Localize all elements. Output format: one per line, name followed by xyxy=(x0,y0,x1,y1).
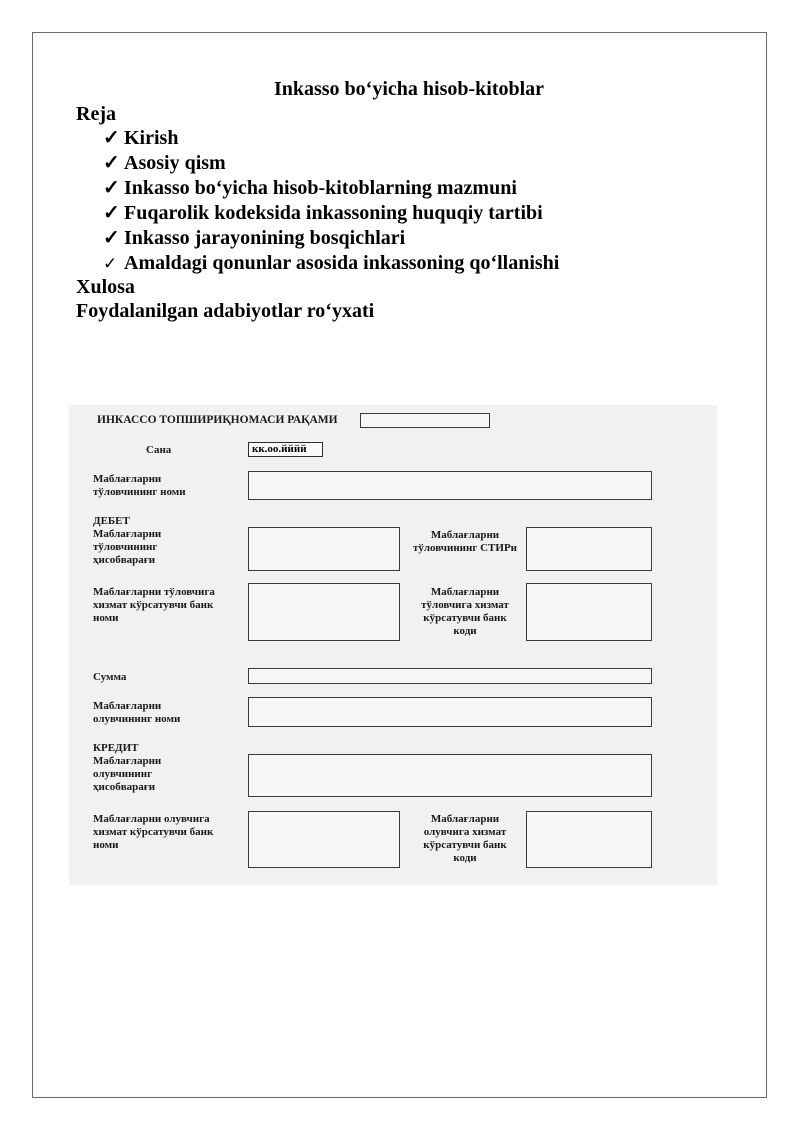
payer-inn-field xyxy=(526,527,652,571)
checkmark-icon: ✓ xyxy=(103,127,120,149)
plan-item-label: Fuqarolik kodeksida inkassoning huquqiy tartibi xyxy=(124,202,543,224)
credit-label: КРЕДИТ Маблағларни олувчининг ҳисобварағи xyxy=(93,742,162,793)
plan-item-label: Inkasso bo‘yicha hisob-kitoblarning mazmuni xyxy=(124,177,517,199)
payer-bank-code-label: Маблағларни тўловчига хизмат кўрсатувчи банк коди xyxy=(421,586,509,637)
plan-item-label: Kirish xyxy=(124,127,179,149)
amount-field xyxy=(248,668,652,684)
plan-item xyxy=(103,201,559,226)
collection-order-form-image xyxy=(69,405,717,885)
order-number-field xyxy=(360,413,490,428)
date-field: кк.оо.йййй xyxy=(248,442,323,457)
payer-inn-label: Маблағларни тўловчининг СТИРи xyxy=(412,529,518,554)
receiver-bank-code-label: Маблағларни олувчига хизмат кўрсатувчи банк коди xyxy=(423,813,507,864)
plan-list xyxy=(103,126,559,276)
plan-item xyxy=(103,151,559,176)
plan-item-label: Asosiy qism xyxy=(124,152,226,174)
plan-item xyxy=(103,126,559,151)
plan-item xyxy=(103,226,559,251)
payer-bank-name-label: Маблағларни тўловчига хизмат кўрсатувчи банк номи xyxy=(93,586,215,624)
receiver-bank-name-field xyxy=(248,811,400,868)
checkmark-icon: ✓ xyxy=(103,202,120,224)
conclusion-heading: Xulosa xyxy=(76,276,135,298)
plan-item-label: Inkasso jarayonining bosqichlari xyxy=(124,227,406,249)
receiver-bank-name-label: Маблағларни олувчига хизмат кўрсатувчи банк номи xyxy=(93,813,214,851)
receiver-account-field xyxy=(248,754,652,797)
references-heading: Foydalanilgan adabiyotlar ro‘yxati xyxy=(76,300,375,322)
plan-item xyxy=(103,176,559,201)
payer-account-field xyxy=(248,527,400,571)
plan-heading: Reja xyxy=(76,103,116,125)
payer-name-label: Маблағларни тўловчининг номи xyxy=(93,473,186,498)
checkmark-icon: ✓ xyxy=(103,227,120,249)
payer-bank-name-field xyxy=(248,583,400,641)
receiver-name-field xyxy=(248,697,652,727)
checkmark-icon: ✓ xyxy=(103,177,120,199)
receiver-name-label: Маблағларни олувчининг номи xyxy=(93,700,181,725)
debit-label: ДЕБЕТ Маблағларни тўловчининг ҳисобварағи xyxy=(93,515,162,566)
payer-bank-code-field xyxy=(526,583,652,641)
plan-item-label: Amaldagi qonunlar asosida inkassoning qo‘llanishi xyxy=(124,252,560,274)
form-heading: ИНКАССО ТОПШИРИҚНОМАСИ РАҚАМИ xyxy=(97,414,338,426)
document-title: Inkasso bo‘yicha hisob-kitoblar xyxy=(273,78,545,100)
receiver-bank-code-field xyxy=(526,811,652,868)
date-label: Сана xyxy=(146,444,172,456)
checkmark-icon: ✓ xyxy=(103,152,120,174)
checkmark-icon: ✓ xyxy=(103,254,118,273)
amount-label: Сумма xyxy=(93,671,127,683)
payer-name-field xyxy=(248,471,652,500)
plan-item xyxy=(103,251,559,276)
